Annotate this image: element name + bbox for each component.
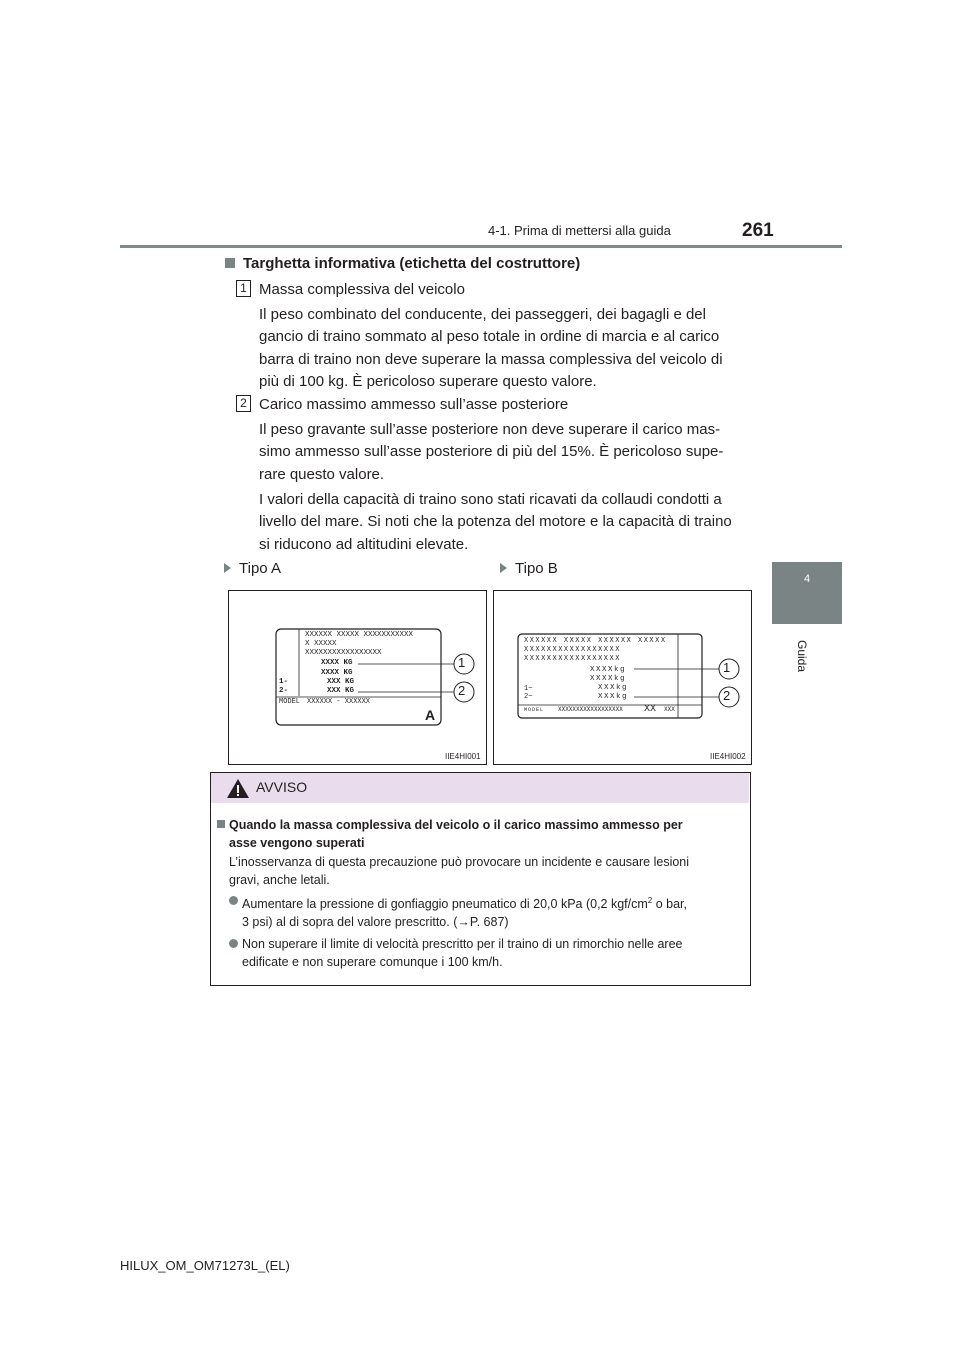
warning-title: AVVISO bbox=[256, 779, 308, 795]
section-heading bbox=[225, 255, 580, 272]
text-line: barra di traino non deve superare la massa complessiva del veicolo di bbox=[259, 350, 723, 368]
warning-subheading-line bbox=[217, 816, 742, 834]
text-line: Il peso combinato del conducente, dei passeggeri, dei bagagli e del bbox=[259, 306, 706, 323]
item-description bbox=[259, 419, 743, 486]
label-line: XXXXXXXXXXXXXXXXX bbox=[305, 649, 382, 657]
label-weight: XXX KG bbox=[327, 678, 355, 686]
chapter-tab-number: 4 bbox=[803, 573, 811, 585]
label-text-block bbox=[524, 637, 667, 664]
page-number: 261 bbox=[742, 220, 774, 241]
text-line: livello del mare. Si noti che la potenza del motore e la capacità di traino bbox=[259, 513, 732, 531]
callout-2: 2 bbox=[723, 688, 731, 703]
figure-code: IIE4HI001 bbox=[445, 752, 481, 761]
chapter-label-text: Guida bbox=[795, 640, 809, 673]
label-text-block bbox=[305, 631, 413, 658]
warning-bullet bbox=[229, 935, 742, 971]
model-value: XXXXXXXXXXXXXXXXXX bbox=[558, 706, 623, 713]
text-line: L’inosservanza di questa precauzione può provocare un incidente e causare lesioni bbox=[229, 855, 690, 869]
text-line: I valori della capacità di traino sono stati ricavati da collaudi condotti a bbox=[259, 491, 722, 508]
bullet-line: 3 psi) al di sopra del valore prescritto. (→P. 687) bbox=[242, 915, 509, 930]
model-label: MODEL bbox=[279, 698, 301, 706]
superscript: 2 bbox=[647, 896, 653, 905]
label-line: XXXXXX XXXXX XXXXXX XXXXX bbox=[524, 637, 667, 645]
item-number-box: 2 bbox=[236, 395, 251, 412]
bullet-text: Non superare il limite di velocità prescritto per il traino di un rimorchio nelle aree bbox=[242, 937, 683, 951]
item-title: Massa complessiva del veicolo bbox=[259, 281, 465, 298]
item-title: Carico massimo ammesso sull’asse posteriore bbox=[259, 396, 569, 413]
circle-bullet-icon bbox=[229, 939, 238, 948]
model-label: MODEL bbox=[524, 707, 545, 713]
circle-bullet-icon bbox=[229, 896, 238, 905]
bullet-text: o bar, bbox=[652, 897, 687, 912]
bullet-line bbox=[229, 892, 742, 913]
chapter-tab bbox=[772, 562, 842, 624]
figure-type-a bbox=[228, 590, 487, 765]
label-line: X XXXXX bbox=[305, 640, 337, 648]
callout-1: 1 bbox=[458, 655, 466, 670]
item-description bbox=[259, 304, 743, 393]
text-line: rare questo valore. bbox=[259, 465, 385, 483]
label-weight: XXXX KG bbox=[321, 669, 353, 677]
item-number-box: 1 bbox=[236, 280, 251, 297]
chapter-label bbox=[775, 640, 843, 700]
text-line: si riducono ad altitudini elevate. bbox=[259, 535, 469, 553]
square-bullet-icon bbox=[217, 820, 225, 828]
text-line: Il peso gravante sull’asse posteriore non deve superare il carico mas- bbox=[259, 421, 721, 438]
note-paragraph bbox=[259, 489, 743, 556]
document-footer: HILUX_OM_OM71273L_(EL) bbox=[120, 1258, 290, 1273]
axle-label-2: 2~ bbox=[524, 693, 533, 701]
warning-subheading bbox=[217, 816, 742, 852]
triangle-bullet-icon bbox=[500, 563, 507, 573]
label-weight: XXXkg bbox=[598, 693, 629, 701]
figure-code: IIE4HI002 bbox=[710, 752, 746, 761]
section-title: 4-1. Prima di mettersi alla guida bbox=[488, 223, 671, 238]
label-line: XXXXXXXXXXXXXXXXX bbox=[524, 646, 621, 654]
axle-label-1: 1~ bbox=[524, 685, 533, 693]
figure-type-b bbox=[493, 590, 752, 765]
warning-body bbox=[229, 853, 741, 889]
label-illustration-a bbox=[229, 591, 486, 764]
warning-bullet bbox=[229, 892, 742, 931]
label-weight: XXXXkg bbox=[590, 666, 627, 674]
callout-1: 1 bbox=[723, 660, 731, 675]
label-line: XXXXXX XXXXX XXXXXXXXXXX bbox=[305, 631, 414, 639]
label-weight: XXXXkg bbox=[590, 675, 627, 683]
caption-text: Tipo A bbox=[239, 560, 281, 577]
model-suffix: XXX bbox=[664, 706, 675, 713]
axle-label-2: 2- bbox=[279, 687, 289, 695]
model-code: XX bbox=[644, 704, 657, 715]
caption-text: Tipo B bbox=[515, 560, 558, 577]
label-corner-letter: A bbox=[425, 707, 436, 723]
triangle-bullet-icon bbox=[224, 563, 231, 573]
header-rule bbox=[120, 245, 842, 248]
bullet-line: edificate e non superare comunque i 100 km/h. bbox=[242, 955, 503, 969]
text-line: gravi, anche letali. bbox=[229, 873, 330, 887]
square-bullet-icon bbox=[225, 258, 235, 268]
bullet-text: Aumentare la pressione di gonfiaggio pneumatico di 20,0 kPa (0,2 kgf/cm bbox=[242, 897, 648, 912]
figure-caption-b bbox=[500, 560, 558, 577]
section-heading-text: Targhetta informativa (etichetta del costruttore) bbox=[243, 255, 581, 272]
figure-caption-a bbox=[224, 560, 281, 577]
callout-2: 2 bbox=[458, 683, 466, 698]
text-line: più di 100 kg. È pericoloso superare questo valore. bbox=[259, 372, 597, 390]
label-line: XXXXXXXXXXXXXXXXX bbox=[524, 655, 621, 663]
text: Quando la massa complessiva del veicolo o il carico massimo ammesso per bbox=[229, 818, 683, 832]
label-weight: XXXkg bbox=[598, 684, 629, 692]
label-weight: XXX KG bbox=[327, 687, 355, 695]
model-value: XXXXXX - XXXXXX bbox=[307, 698, 371, 706]
text-line: gancio di traino sommato al peso totale in ordine di marcia e al carico bbox=[259, 328, 720, 346]
warning-triangle-icon bbox=[226, 778, 250, 799]
label-weight: XXXX KG bbox=[321, 659, 353, 667]
axle-label-1: 1- bbox=[279, 678, 289, 686]
bullet-line bbox=[229, 935, 742, 953]
warning-subheading-line: asse vengono superati bbox=[229, 836, 365, 850]
text-line: simo ammesso sull’asse posteriore di più del 15%. È pericoloso supe- bbox=[259, 443, 724, 461]
